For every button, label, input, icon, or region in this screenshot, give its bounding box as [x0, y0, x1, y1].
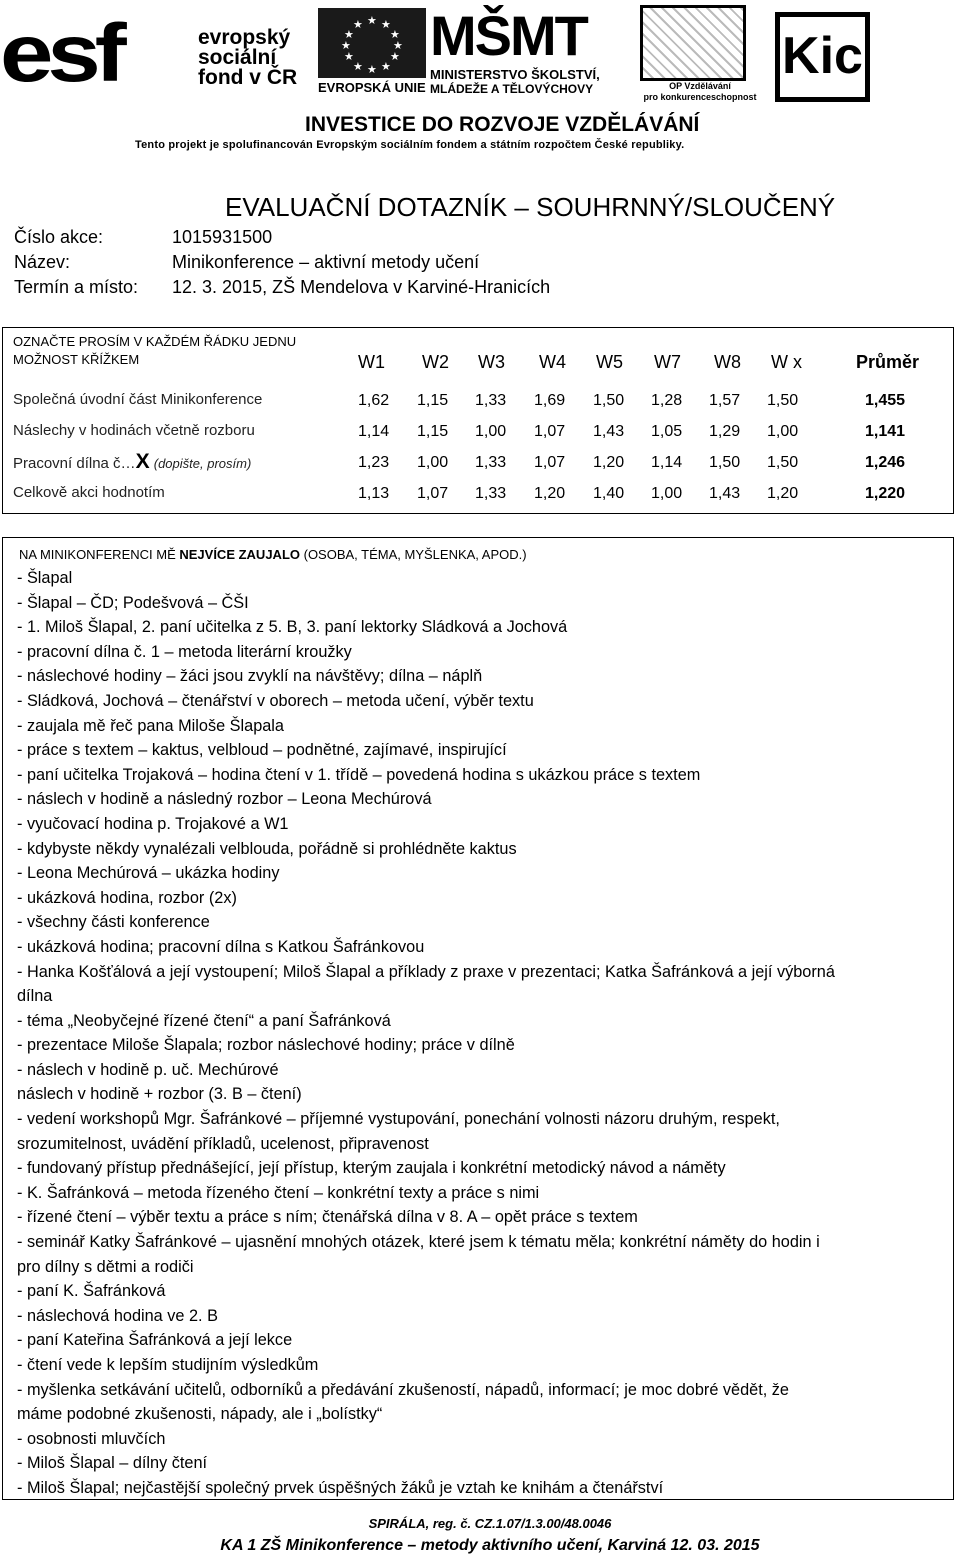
table-cell: 1,33	[475, 392, 507, 409]
comment-line: máme podobné zkušenosti, nápady, ale i „bolístky“	[17, 1405, 383, 1424]
table-instruction: OZNAČTE PROSÍM V KAŽDÉM ŘÁDKU JEDNU MOŽNOST KŘÍŽKEM	[13, 334, 297, 367]
table-cell: 1,15	[417, 423, 449, 440]
info-label: Číslo akce:	[14, 227, 104, 247]
op-logo-mark	[640, 5, 746, 81]
event-info	[14, 225, 550, 300]
column-header: W x	[771, 352, 802, 372]
comment-line: - čtení vede k lepším studijním výsledkům	[17, 1356, 319, 1374]
comment-line: - paní K. Šafránková	[17, 1282, 166, 1301]
comment-line: pro dílny s dětmi a rodiči	[17, 1257, 194, 1276]
esf-logo	[0, 8, 300, 105]
table-cell: 1,23	[358, 454, 390, 471]
table-cell: 1,00	[417, 454, 449, 471]
comment-line: náslech v hodině + rozbor (3. B – čtení)	[17, 1085, 302, 1104]
msmt-logo-line2: MLÁDEŽE A TĚLOVÝCHOVY	[430, 82, 594, 96]
table-cell: 1,07	[534, 423, 566, 440]
table-row	[3, 479, 953, 509]
table-row	[3, 417, 953, 447]
op-logo-text: OP Vzdělávání pro konkurenceschopnost	[643, 81, 757, 102]
table-row	[3, 448, 953, 478]
table-cell: 1,20	[593, 454, 625, 471]
eu-flag-icon: ★ ★ ★ ★ ★ ★ ★ ★ ★ ★ ★ ★	[318, 8, 426, 78]
comment-line: - vedení workshopů Mgr. Šafránkové – příjemné vystupování, ponechání volnosti názoru druhým, respekt,	[17, 1110, 780, 1129]
table-cell: 1,20	[534, 485, 566, 502]
page-title: EVALUAČNÍ DOTAZNÍK – SOUHRNNÝ/SLOUČENÝ	[225, 192, 836, 222]
average-cell: 1,141	[865, 423, 906, 440]
table-cell: 1,28	[651, 392, 683, 409]
comment-line: - fundovaný přístup přednášející, její přístup, kterým zaujala i konkrétní metodický návod a náměty	[17, 1159, 726, 1178]
esf-logo-text: evropský sociální fond v ČR	[198, 26, 298, 89]
info-row-name	[14, 250, 550, 275]
msmt-logo-mark: MŠMT	[430, 4, 587, 67]
comment-line: - ukázková hodina; pracovní dílna s Katkou Šafránkovou	[17, 937, 425, 956]
column-header: W8	[714, 352, 741, 372]
row-label: Společná úvodní část Minikonference	[13, 391, 263, 408]
info-value: 1015931500	[172, 227, 273, 247]
info-row-date	[14, 275, 550, 300]
average-cell: 1,220	[865, 485, 906, 502]
table-cell: 1,00	[767, 423, 799, 440]
table-cell: 1,15	[417, 392, 449, 409]
comment-line: - paní Kateřina Šafránková a její lekce	[17, 1331, 293, 1350]
table-cell: 1,14	[651, 454, 683, 471]
rating-table	[2, 327, 954, 514]
info-label: Termín a místo:	[14, 277, 139, 297]
table-cell: 1,00	[475, 423, 507, 440]
comment-line: - K. Šafránková – metoda řízeného čtení – konkrétní texty a práce s nimi	[17, 1183, 540, 1202]
table-cell: 1,14	[358, 423, 390, 440]
comment-line: - vyučovací hodina p. Trojakové a W1	[17, 814, 289, 833]
comments-heading: NA MINIKONFERENCI MĚ NEJVÍCE ZAUJALO (OSOBA, TÉMA, MYŠLENKA, APOD.)	[19, 547, 527, 562]
comment-line: - myšlenka setkávání učitelů, odborníků a předávání zkušeností, nápadů, informací; je moc dobré vědět, že	[17, 1380, 789, 1399]
comment-line: - prezentace Miloše Šlapala; rozbor náslechové hodiny; práce v dílně	[17, 1036, 515, 1055]
footer-event: KA 1 ZŠ Minikonference – metody aktivního učení, Karviná 12. 03. 2015	[220, 1537, 760, 1554]
column-header: W1	[358, 352, 385, 372]
comment-line: - ukázková hodina, rozbor (2x)	[17, 888, 237, 907]
column-header: W5	[596, 352, 623, 372]
table-cell: 1,33	[475, 485, 507, 502]
row-label: Náslechy v hodinách včetně rozboru	[13, 422, 255, 439]
comment-line: - kdybyste někdy vynalézali velblouda, pořádně si prohlédněte kaktus	[17, 839, 517, 858]
info-label: Název:	[14, 252, 71, 272]
table-cell: 1,50	[709, 454, 741, 471]
kic-logo: Kic	[775, 12, 870, 102]
workshop-mark: X	[135, 450, 150, 473]
comment-line: - Šlapal – ČD; Podešvová – ČŠI	[17, 593, 249, 612]
funding-tagline: Tento projekt je spolufinancován Evropským sociálním fondem a státním rozpočtem České republiky.	[135, 139, 685, 151]
table-cell: 1,07	[417, 485, 449, 502]
comment-line: - řízené čtení – výběr textu a práce s ním; čtenářská dílna v 8. A – opět práce s textem	[17, 1208, 638, 1227]
comment-line: - zaujala mě řeč pana Miloše Šlapala	[17, 716, 284, 735]
comment-line: - 1. Miloš Šlapal, 2. paní učitelka z 5. B, 3. paní lektorky Sládková a Jochová	[17, 618, 568, 637]
row-hint: (dopište, prosím)	[153, 456, 252, 471]
table-cell: 1,57	[709, 392, 741, 409]
comment-line: - práce s textem – kaktus, velbloud – podnětné, zajímavé, inspirující	[17, 741, 507, 760]
comment-line: - Miloš Šlapal – dílny čtení	[17, 1454, 208, 1473]
info-value: 12. 3. 2015, ZŠ Mendelova v Karviné-Hranicích	[172, 277, 551, 297]
comment-line: - pracovní dílna č. 1 – metoda literární kroužky	[17, 642, 352, 661]
comment-line: - Leona Mechúrová – ukázka hodiny	[17, 864, 280, 883]
table-cell: 1,43	[709, 485, 741, 502]
column-header: W7	[654, 352, 681, 372]
comment-line: - téma „Neobyčejné řízené čtení“ a paní Šafránková	[17, 1011, 391, 1030]
investice-banner: INVESTICE DO ROZVOJE VZDĚLÁVÁNÍ	[305, 113, 700, 136]
table-cell: 1,00	[651, 485, 683, 502]
table-cell: 1,50	[767, 392, 799, 409]
comment-line: - osobnosti mluvčích	[17, 1429, 166, 1448]
msmt-logo	[430, 5, 640, 105]
eu-logo	[318, 8, 430, 103]
table-cell: 1,50	[593, 392, 625, 409]
comment-line: - seminář Katky Šafránkové – ujasnění mnohých otázek, které jsem k tématu měla; konkrétní náměty do hodin i	[17, 1233, 820, 1252]
table-cell: 1,43	[593, 423, 625, 440]
comment-line: - Šlapal	[17, 569, 73, 587]
info-value: Minikonference – aktivní metody učení	[172, 252, 480, 272]
row-label: Celkově akci hodnotím	[13, 484, 165, 501]
table-cell: 1,69	[534, 392, 566, 409]
average-cell: 1,455	[865, 392, 906, 409]
table-cell: 1,40	[593, 485, 625, 502]
comment-line: - Hanka Košťálová a její vystoupení; Miloš Šlapal a příklady z praxe v prezentaci; Katka Šafránková a její výborná	[17, 962, 835, 981]
table-cell: 1,33	[475, 454, 507, 471]
table-row	[3, 386, 953, 416]
comment-line: - náslech v hodině p. uč. Mechúrové	[17, 1060, 279, 1079]
table-cell: 1,07	[534, 454, 566, 471]
column-header: W4	[539, 352, 566, 372]
comment-line: - paní učitelka Trojaková – hodina čtení v 1. třídě – povedená hodina s ukázkou práce s textem	[17, 765, 701, 784]
comment-line: - náslechové hodiny – žáci jsou zvyklí na návštěvy; dílna – náplň	[17, 667, 483, 686]
msmt-logo-line1: MINISTERSTVO ŠKOLSTVÍ,	[430, 67, 600, 82]
comment-line: - všechny části konference	[17, 913, 210, 932]
comment-line: - náslechová hodina ve 2. B	[17, 1306, 218, 1325]
esf-logo-mark: esf	[0, 8, 121, 100]
table-cell: 1,13	[358, 485, 390, 502]
comment-line: - Sládková, Jochová – čtenářství v oborech – metoda učení, výběr textu	[17, 691, 534, 710]
table-cell: 1,62	[358, 392, 390, 409]
eu-logo-label: EVROPSKÁ UNIE	[318, 80, 426, 95]
column-header: W3	[478, 352, 505, 372]
average-column-header: Průměr	[856, 352, 920, 372]
comment-line: - Miloš Šlapal; nejčastější společný prvek úspěšných žáků je vztah ke knihám a čtenářství	[17, 1478, 664, 1497]
info-row-action	[14, 225, 550, 250]
comments-box	[2, 537, 954, 1500]
column-header: W2	[422, 352, 449, 372]
footer-project-id: SPIRÁLA, reg. č. CZ.1.07/1.3.00/48.0046	[368, 1516, 612, 1531]
op-logo	[630, 5, 770, 105]
average-cell: 1,246	[865, 454, 906, 471]
comment-list	[17, 566, 942, 1501]
table-cell: 1,20	[767, 485, 799, 502]
table-cell: 1,05	[651, 423, 683, 440]
table-cell: 1,50	[767, 454, 799, 471]
comment-line: - náslech v hodině a následný rozbor – Leona Mechúrová	[17, 790, 432, 809]
table-cell: 1,29	[709, 423, 741, 440]
comment-line: srozumitelnost, uvádění příkladů, ucelenost, připravenost	[17, 1134, 429, 1153]
comment-line: dílna	[17, 987, 53, 1006]
logo-header	[0, 0, 960, 160]
row-label: Pracovní dílna č…X (dopište, prosím)	[13, 450, 252, 473]
